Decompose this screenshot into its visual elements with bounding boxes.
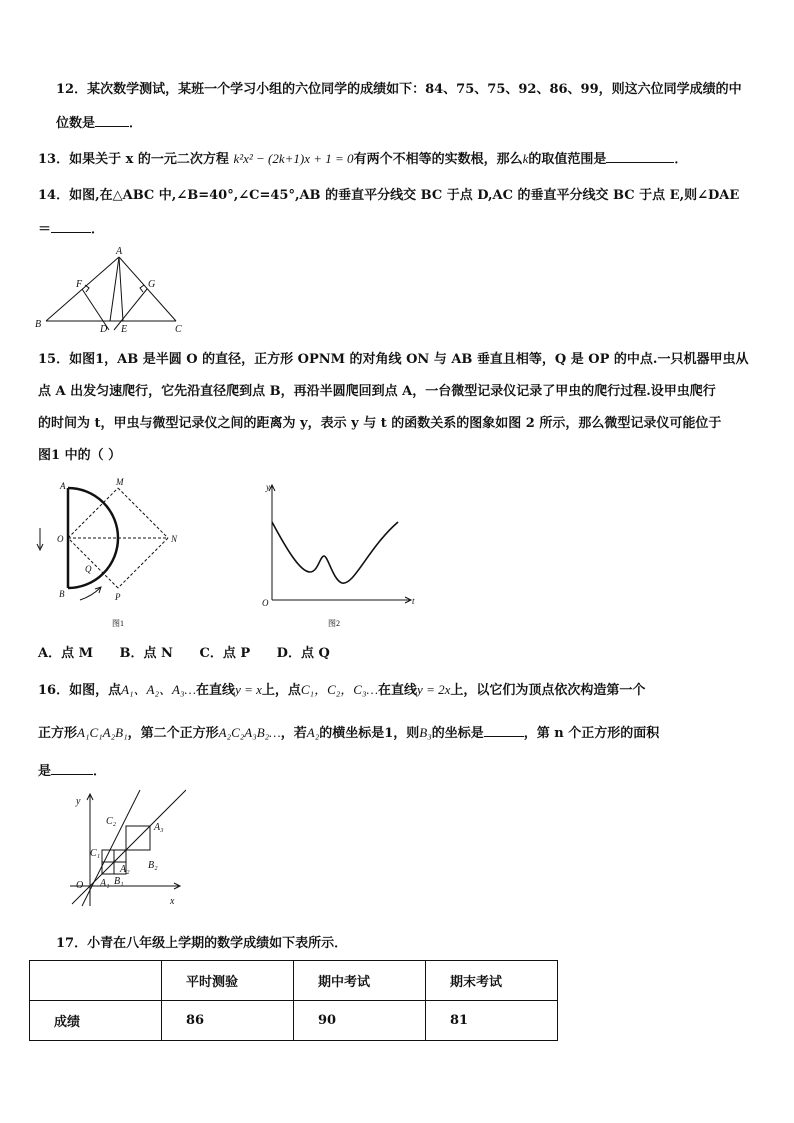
- q15-line4: 图1 中的（ ）: [38, 448, 122, 463]
- q16-label-y: y: [76, 796, 81, 807]
- q14-line1: 14．如图,在△ABC 中,∠B=40°,∠C=45°,AB 的垂直平分线交 BC 于点 D,AC 的垂直平分线交 BC 于点 E,则∠DAE: [38, 188, 740, 203]
- q15-fig2-label-y: y: [266, 482, 270, 492]
- q13-equation: k²x² − (2k+1)x + 1 = 0: [233, 151, 354, 166]
- q16-label-b2: B₂: [148, 860, 158, 871]
- q16-label-a2: A₂: [120, 864, 130, 875]
- q16-figure: [56, 788, 186, 912]
- q16-label-a3: A₃: [154, 822, 164, 833]
- q15-fig2-caption: 图2: [328, 619, 340, 628]
- table-cell: 81: [426, 1001, 558, 1041]
- table-cell: 成绩: [30, 1001, 162, 1041]
- q14-segment-ad: [110, 257, 119, 321]
- q13-post-pre: 的取值范围是: [528, 152, 607, 167]
- q16-line1-e: 上，以它们为顶点依次构造第一个: [450, 683, 646, 698]
- q13-mid: 有两个不相等的实数根，那么: [353, 152, 523, 167]
- q13-var: k: [522, 151, 529, 166]
- q16-line2-d: 的横坐标是1，则: [319, 726, 420, 741]
- q16-a2: A₂: [306, 725, 320, 740]
- table-row: [30, 1001, 558, 1041]
- q14-segment-ae: [119, 257, 123, 321]
- q14-answer-blank: [51, 218, 91, 233]
- q16-label-b1: B₁: [114, 876, 124, 887]
- q15-fig1-label-q: Q: [85, 564, 92, 574]
- q17-score-table: [29, 960, 558, 1041]
- q15-line2: 点 A 出发匀速爬行，它先沿直径爬到点 B，再沿半圆爬回到点 A，一台微型记录仪记录了甲虫的爬行过程.设甲虫爬行: [38, 384, 716, 399]
- q14-right-angle-f: [85, 285, 89, 292]
- q16-label-c2: C₂: [106, 816, 117, 827]
- q16-square1: A₁C₁A₂B₁: [77, 725, 128, 740]
- q16-line2-b: ，第二个正方形: [127, 726, 219, 741]
- q14-label-g: G: [148, 279, 156, 290]
- q15-fig1-label-p: P: [115, 592, 121, 602]
- q14-perp-bisector-ac: [114, 289, 147, 330]
- q16-line3-pre: 是: [38, 764, 52, 779]
- q16-label-c1: C₁: [90, 848, 101, 859]
- q13-post-end: ．: [674, 152, 688, 167]
- q16-line1-b: 在直线: [196, 683, 236, 698]
- q16-line3-post: ．: [93, 764, 107, 779]
- q15-edge-mn: [118, 488, 168, 538]
- q14-line2-post: ．: [91, 222, 105, 237]
- q16-b3: B₃: [419, 725, 432, 740]
- q14-label-d: D: [100, 324, 108, 335]
- q16-square2: A₂C₂A₃B₂…: [218, 725, 281, 740]
- table-header-cell: [30, 961, 162, 1001]
- q12-line2-post: ．: [129, 116, 143, 131]
- q16-line1-c: 上，点: [261, 683, 301, 698]
- q13-line: [38, 148, 687, 170]
- q15-curved-arrow-icon: [80, 588, 100, 600]
- q15-line1: 15．如图1，AB 是半圆 O 的直径，正方形 OPNM 的对角线 ON 与 AB 垂直且相等，Q 是 OP 的中点.一只机器甲虫从: [38, 352, 749, 367]
- q16-line1-d: 在直线: [378, 683, 418, 698]
- q14-triangle-figure: [30, 244, 190, 336]
- q15-option-b: B．点 N: [119, 646, 173, 661]
- q16-label-x: x: [170, 896, 175, 907]
- q16-line2-e: 的坐标是: [431, 726, 484, 741]
- q15-fig1-label-m: M: [116, 477, 124, 487]
- q14-right-angle-g: [140, 285, 144, 292]
- table-header-row: [30, 961, 558, 1001]
- table-header-cell: 期中考试: [294, 961, 426, 1001]
- q16-line3: [38, 760, 106, 782]
- q16-line2-f: ，第 n 个正方形的面积: [523, 726, 660, 741]
- q16-line1-a: 16．如图，点: [38, 683, 122, 698]
- q14-label-c: C: [175, 324, 182, 335]
- table-cell: 90: [294, 1001, 426, 1041]
- q16-label-o: O: [76, 880, 84, 891]
- q16-line-y-eq-x: [72, 790, 186, 904]
- table-cell: 86: [162, 1001, 294, 1041]
- q16-line2-c: ，若: [280, 726, 307, 741]
- q15-edge-np: [118, 538, 168, 588]
- q15-fig1-label-o: O: [57, 534, 64, 544]
- q16-answer-blank-1: [484, 722, 524, 737]
- q16-line1: [38, 680, 645, 701]
- q16-eq2: y = 2x: [417, 682, 451, 697]
- q16-points-a: A₁、A₂、A₃…: [121, 682, 197, 697]
- q12-line2: [56, 112, 142, 134]
- q15-fig1-caption: 图1: [112, 619, 124, 628]
- q15-fig2-label-t: t: [412, 596, 415, 606]
- q15-figure2: [258, 478, 428, 634]
- q14-line2-pre: ＝: [38, 222, 52, 237]
- q15-line3: 的时间为 t，甲虫与微型记录仪之间的距离为 y，表示 y 与 t 的函数关系的图象如图 2 所示，那么微型记录仪可能位于: [38, 416, 722, 431]
- q15-option-d: D．点 Q: [276, 646, 330, 661]
- q14-label-a: A: [116, 246, 123, 257]
- q14-line2: [38, 218, 104, 240]
- q15-fig2-curve: [272, 522, 398, 583]
- q16-line2: [38, 722, 659, 744]
- q17-line1: 17．小青在八年级上学期的数学成绩如下表所示．: [56, 936, 348, 951]
- q15-fig1-label-a: A: [60, 481, 66, 491]
- q16-label-a1: A₁: [100, 878, 110, 889]
- q16-eq1: y = x: [235, 682, 262, 697]
- q16-points-c: C₁，C₂，C₃…: [300, 682, 379, 697]
- q15-option-c: C．点 P: [199, 646, 251, 661]
- q14-label-b: B: [35, 319, 42, 330]
- q15-fig1-label-n: N: [171, 534, 178, 544]
- table-header-cell: 平时测验: [162, 961, 294, 1001]
- q14-label-e: E: [121, 324, 128, 335]
- q16-answer-blank-2: [51, 760, 93, 775]
- q15-options: [38, 644, 352, 664]
- q15-figure1: [28, 474, 198, 634]
- q12-line2-pre: 位数是: [56, 116, 96, 131]
- q13-pre: 13．如果关于 x 的一元二次方程: [38, 152, 229, 167]
- table-header-cell: 期末考试: [426, 961, 558, 1001]
- q15-fig2-label-o: O: [262, 598, 269, 608]
- q12-line1: 12．某次数学测试，某班一个学习小组的六位同学的成绩如下：84、75、75、92、86、99，则这六位同学成绩的中: [56, 82, 742, 97]
- q13-answer-blank: [606, 148, 674, 163]
- q14-label-f: F: [76, 279, 83, 290]
- q15-option-a: A．点 M: [38, 646, 94, 661]
- q16-line2-a: 正方形: [38, 726, 78, 741]
- q12-answer-blank: [95, 112, 129, 127]
- q15-fig1-label-b: B: [59, 589, 65, 599]
